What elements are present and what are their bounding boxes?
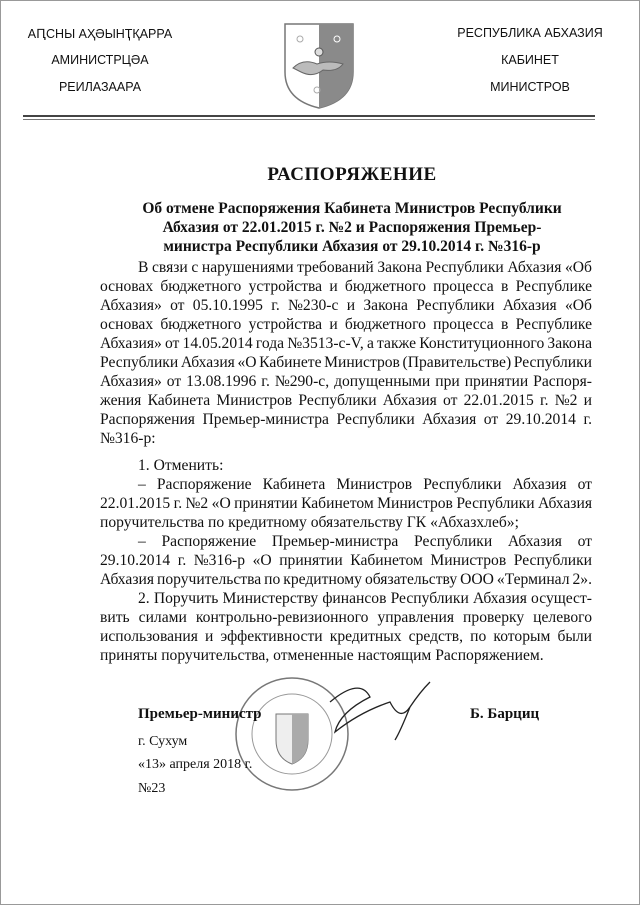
date: «13» апреля 2018 г. [138, 757, 253, 772]
header-left-line-2: АМИНИСТРЦӘА [51, 53, 149, 67]
coat-of-arms-emblem [283, 22, 355, 110]
preamble-line: №316-р: [100, 430, 156, 447]
subject-line-2: Абхазия от 22.01.2015 г. №2 и Распоряжения Премьер- [162, 219, 542, 236]
header-right-line-2: КАБИНЕТ [501, 53, 559, 67]
item-line: использования и эффективности кредитных средств, по которым были [100, 628, 592, 645]
preamble-line: Абхазия» от 13.08.1996 г. №290-с, допущенными при принятии Распоря- [100, 373, 592, 390]
subject-line-1: Об отмене Распоряжения Кабинета Министров Республики [142, 200, 562, 217]
item-line: – Распоряжение Кабинета Министров Республики Абхазия от [138, 476, 592, 493]
header-divider [23, 115, 595, 117]
signer-name: Б. Барциц [470, 706, 540, 722]
header-right-line-3: МИНИСТРОВ [490, 80, 570, 94]
place: г. Сухум [138, 734, 188, 749]
preamble-line: жения Кабинета Министров Республики Абхазия от 22.01.2015 г. №2 и [100, 392, 592, 409]
header-divider-thin [23, 119, 595, 120]
item-line: 29.10.2014 г. №316-р «О принятии Кабинетом Министров Республики [100, 552, 592, 569]
item-line: вить силами контрольно-ревизионного управления проверку целевого [100, 609, 592, 626]
item-line: приняты поручительства, отмененные настоящим Распоряжением. [100, 647, 544, 664]
preamble-line: Распоряжения Премьер-министра Республики Абхазия от 29.10.2014 г. [100, 411, 592, 428]
preamble-line: Абхазия» от 05.10.1995 г. №230-с и Закона Республики Абхазия «Об [100, 297, 592, 314]
item-line: 2. Поручить Министерству финансов Республики Абхазия осущест- [138, 590, 592, 607]
item-line: поручительства по кредитному обязательству ГК «Абхазхлеб»; [100, 514, 519, 531]
item-line: 22.01.2015 г. №2 «О принятии Кабинетом Министров Республики Абхазия [100, 495, 592, 512]
preamble-line: основах бюджетного устройства и бюджетного процесса в Республике [100, 278, 592, 295]
preamble-line: основах бюджетного устройства и бюджетного процесса в Республике [100, 316, 592, 333]
preamble-line: Абхазия» от 14.05.2014 года №3513-с-V, а также Конституционного Закона [100, 335, 592, 352]
subject-line-3: министра Республики Абхазия от 29.10.2014 г. №316-р [163, 238, 541, 255]
document-title: РАСПОРЯЖЕНИЕ [267, 164, 437, 185]
header-left-line-1: АԤСНЫ АҲӘЫНҬҚАРРА [27, 27, 173, 41]
signer-position: Премьер-министр [138, 706, 262, 722]
handwritten-signature [300, 672, 450, 742]
item-line: 1. Отменить: [138, 457, 224, 474]
item-line: – Распоряжение Премьер-министра Республики Абхазия от [138, 533, 592, 550]
header-left-line-3: РЕИЛАЗААРА [58, 80, 142, 94]
header-right-line-1: РЕСПУБЛИКА АБХАЗИЯ [457, 26, 603, 40]
item-line: Абхазия поручительства по кредитному обязательству ООО «Терминал 2». [100, 571, 592, 588]
preamble-line: Республики Абхазия «О Кабинете Министров (Правительстве) Республики [100, 354, 592, 371]
preamble-line: В связи с нарушениями требований Закона Республики Абхазия «Об [138, 259, 592, 276]
document-number: №23 [138, 781, 166, 796]
